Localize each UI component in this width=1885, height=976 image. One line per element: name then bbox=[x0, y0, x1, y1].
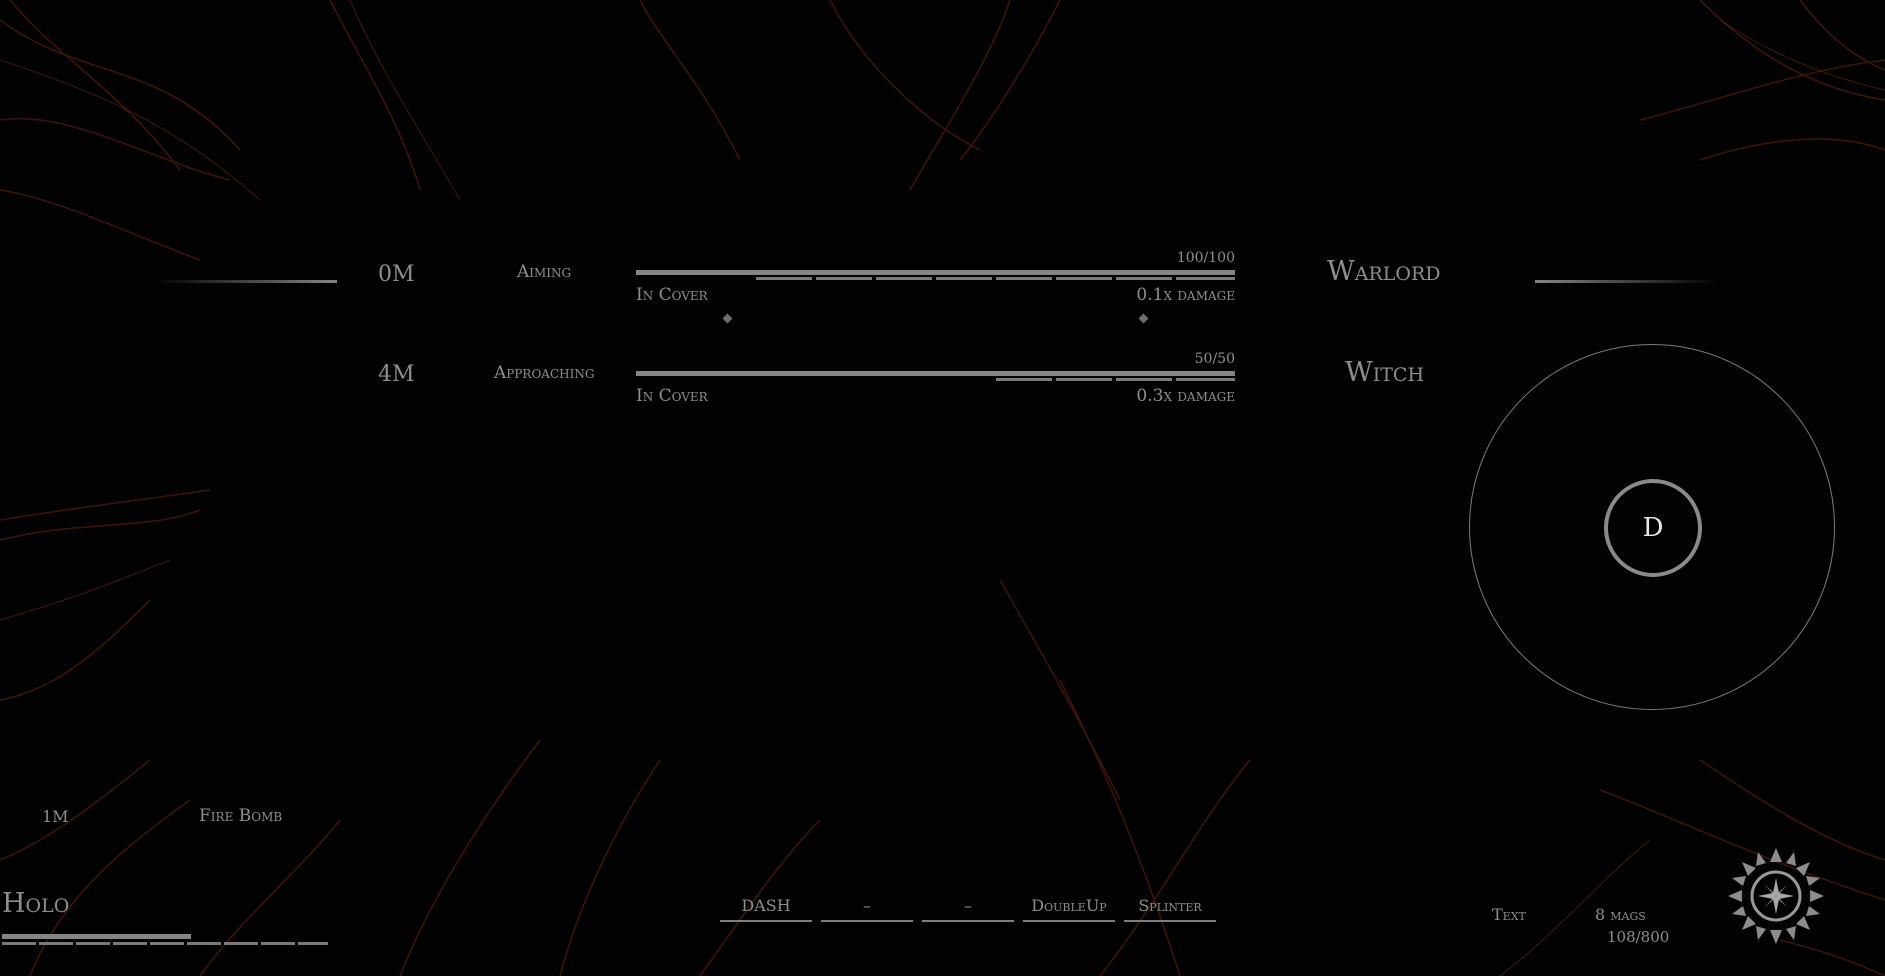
target-cover-status: In Cover bbox=[636, 386, 708, 406]
target-state: Aiming bbox=[517, 262, 572, 282]
action-slot-label: – bbox=[863, 896, 871, 915]
action-slot-label: Splinter bbox=[1138, 896, 1202, 915]
action-slot-empty-2[interactable] bbox=[922, 896, 1014, 922]
target-left-indicator bbox=[155, 280, 337, 283]
player-name: Holo bbox=[2, 888, 70, 919]
action-slot-doubleup[interactable] bbox=[1023, 896, 1115, 922]
radar[interactable] bbox=[1469, 344, 1835, 710]
ammo-mags: 8 mags bbox=[1595, 905, 1646, 924]
target-health-bar bbox=[636, 270, 1235, 275]
target-health-bar bbox=[636, 371, 1235, 376]
action-slot-empty-1[interactable] bbox=[821, 896, 913, 922]
target-state: Approaching bbox=[494, 363, 595, 383]
target-name: Warlord bbox=[1327, 256, 1441, 287]
action-slot-splinter[interactable] bbox=[1124, 896, 1216, 922]
target-cover-status: In Cover bbox=[636, 285, 708, 305]
action-slot-label: DoubleUp bbox=[1031, 896, 1107, 915]
target-damage-multiplier: 0.3x damage bbox=[1136, 386, 1235, 406]
target-right-indicator bbox=[1535, 280, 1717, 283]
compass-star-icon bbox=[1726, 846, 1826, 946]
target-damage-multiplier: 0.1x damage bbox=[1136, 285, 1235, 305]
action-slot-label: DASH bbox=[741, 896, 791, 915]
target-health-readout: 50/50 bbox=[1194, 351, 1235, 367]
target-name: Witch bbox=[1345, 357, 1425, 388]
player-range: 1M bbox=[42, 807, 69, 826]
target-health-readout: 100/100 bbox=[1176, 250, 1235, 266]
action-slot-label: – bbox=[964, 896, 972, 915]
radar-center-marker[interactable] bbox=[1604, 479, 1702, 577]
action-slot-dash[interactable] bbox=[720, 896, 812, 922]
weapon-label: Text bbox=[1492, 905, 1526, 924]
ammo-rounds: 108/800 bbox=[1607, 928, 1670, 946]
radar-marker-label: D bbox=[1642, 513, 1664, 543]
player-health-fill bbox=[2, 934, 191, 939]
target-distance: 0M bbox=[378, 262, 415, 287]
ability-name[interactable]: Fire Bomb bbox=[199, 806, 283, 826]
target-distance: 4M bbox=[378, 362, 415, 387]
